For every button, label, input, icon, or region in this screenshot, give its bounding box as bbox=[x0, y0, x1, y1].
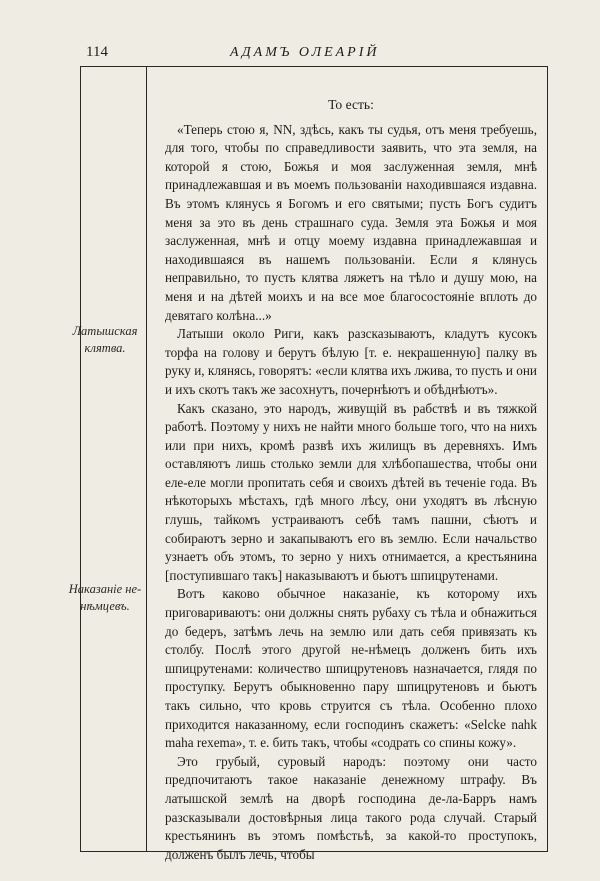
paragraph: Какъ сказано, это народъ, живущій въ рабствѣ и въ тяжкой работѣ. Поэтому у нихъ не найти много больше того, что на нихъ или при нихъ, кромѣ развѣ ихъ жилищъ въ деревняхъ. Имъ оставляютъ лишь столько земли для хлѣбопашества, чтобы они еле-еле могли пропитать себя и своихъ дѣтей въ теченіе года. Въ нѣкоторыхъ мѣстахъ, гдѣ много лѣсу, они уходятъ въ лѣсную глушь, тайкомъ устраиваютъ себѣ тамъ пашни, сѣютъ и собираютъ зерно и закапываютъ его въ землю. Если начальство узнаетъ объ этомъ, то зерно у нихъ отнимается, а крестьянина [поступившаго такъ] наказываютъ и бьютъ шпицрутенами. bbox=[165, 400, 537, 583]
paragraph: «Теперь стою я, NN, здѣсь, какъ ты судья, отъ меня требуешь, для того, чтобы по справедливости заявить, что эта земля, на которой я стою, Божья и моя заслуженная земля, мнѣ принадлежавшая и въ моемъ пользованіи находившаяся издавна. Въ этомъ клянусь я Богомъ и его святыми; пусть Богъ судитъ меня за это въ день страшнаго суда. Земля эта Божья и моя заслуженная, мнѣ и отцу моему издавна принадлежавшая и находившаяся въ нашемъ пользованіи. Если я клянусь неправильно, то пусть клятва ляжетъ на тѣло и душу мою, на меня и на дѣтей моихъ и на все мое благосостояніе вплоть до девятаго колѣна...» bbox=[165, 121, 537, 323]
page-header bbox=[80, 42, 550, 64]
section-heading: То есть: bbox=[328, 97, 374, 112]
margin-note-punishment: Наказаніе не-нѣмцевъ. bbox=[68, 582, 142, 613]
margin-note-oath: Латышская клятва. bbox=[72, 324, 138, 355]
paragraph: Латыши около Риги, какъ разсказываютъ, кладутъ кусокъ торфа на голову и берутъ бѣлую [т. е. некрашенную] палку въ руку и, клянясь, говорятъ: «если клятва ихъ лжива, то пусть и они и ихъ скотъ такъ же засохнутъ, почернѣютъ и обѣднѣютъ». bbox=[165, 326, 537, 397]
margin-divider bbox=[146, 66, 147, 852]
page-number: 114 bbox=[86, 44, 108, 60]
paragraph: Вотъ каково обычное наказаніе, къ которому ихъ приговариваютъ: они должны снять рубаху съ тѣла и обнажиться до бедеръ, затѣмъ лечь на землю или дать себя привязать къ столбу. Послѣ этого другой не-нѣмецъ долженъ бить ихъ шпицрутенами: количество шпицрутеновъ назначается, глядя по проступку. Берутъ обыкновенно пару шпицрутеновъ и бьютъ такъ сильно, что кровь струится съ тѣла. Особенно плохо приходится наказанному, если господинъ скажетъ: «Selcke nahk maha rexema», т. е. бить такъ, чтобы «содрать со спины кожу». bbox=[165, 586, 537, 751]
paragraph: Это грубый, суровый народъ: поэтому они часто предпочитаютъ такое наказаніе денежному штрафу. Въ латышской землѣ на дворѣ господина де-ла-Барръ намъ разсказывали достовѣрныя лица такого рода случай. Старый крестьянинъ въ этомъ помѣстьѣ, за какой-то проступокъ, долженъ былъ лечь, чтобы bbox=[165, 753, 537, 862]
body-text bbox=[165, 96, 537, 864]
running-title: АДАМЪ ОЛЕАРІЙ bbox=[230, 45, 380, 60]
